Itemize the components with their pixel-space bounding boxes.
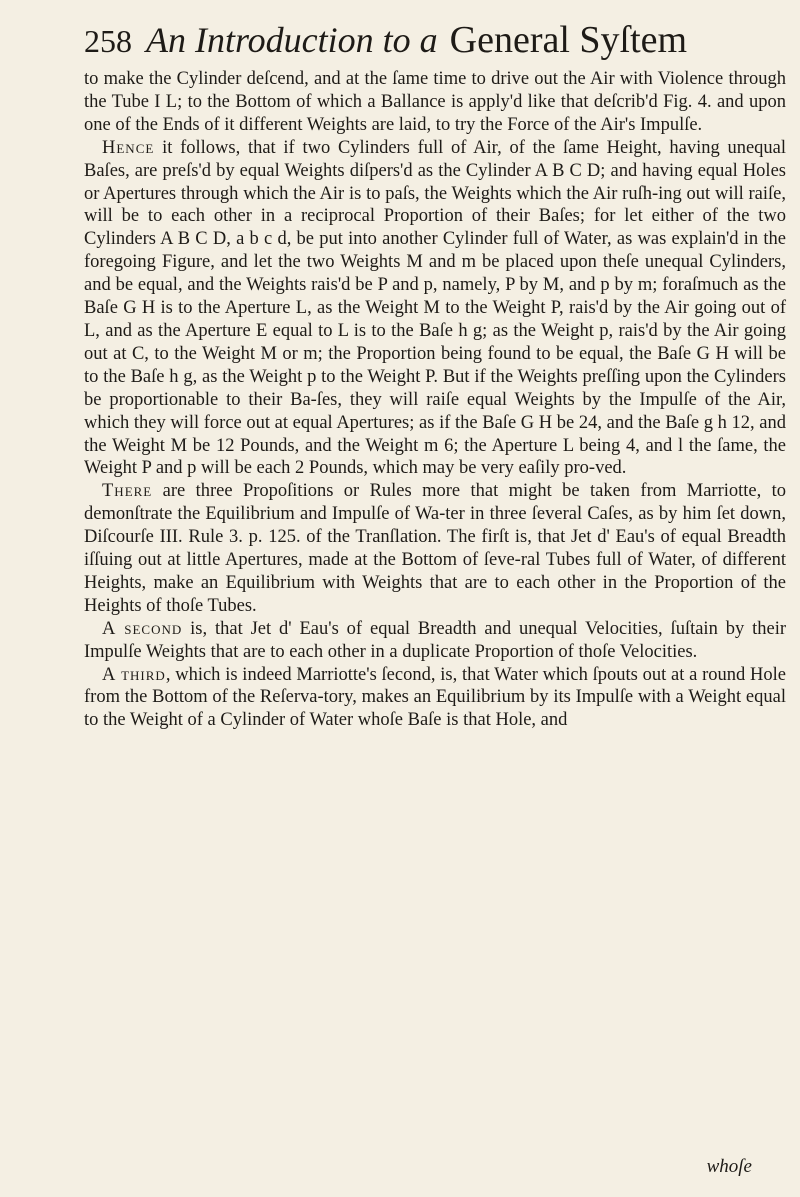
running-title-roman: General Syſtem xyxy=(449,19,688,61)
paragraph-lead: Hence xyxy=(102,137,155,158)
paragraph-text: , which is indeed Marriotte's ſecond, is, that Water which ſpouts out at a round Hole from the Bottom of the Reſerva-tory, makes an Equilibrium by its Impulſe with a Weight equal to the Weight of a Cylinder of Water whoſe Baſe is that Hole, and xyxy=(84,664,786,731)
paragraph-3 xyxy=(84,480,786,617)
paragraph-1 xyxy=(84,68,786,137)
running-title-italic: An Introduction to a xyxy=(146,20,438,60)
paragraph-4 xyxy=(84,618,786,664)
paragraph-text: to make the Cylinder deſcend, and at the ſame time to drive out the Air with Violence through the Tube I L; to the Bottom of which a Ballance is apply'd like that deſcrib'd Fig. 4. and upon one of the Ends of it different Weights are laid, to try the Force of the Air's Impulſe. xyxy=(84,69,786,135)
paragraph-text: it follows, that if two Cylinders full of Air, of the ſame Height, having unequal Baſes, are preſs'd by equal Weights diſpers'd as the Cylinder A B C D; and having equal Holes or Apertures through which the Air is to paſs, the Weights which the Air ruſh-ing out will raiſe, will be to each other in a reciprocal Proportion of their Baſes; for let either of the two Cylinders A B C D, a b c d, be put into another Cylinder full of Water, as was explain'd in the foregoing Figure, and let the two Weights M and m be placed upon theſe unequal Cylinders, and be equal, and the Weights rais'd be P and p, namely, P by M, and p by m; foraſmuch as the Baſe G H is to the Aperture L, as the Weight M to the Weight P, rais'd by the Air going out of L, and as the Aperture E equal to L is to the Baſe h g; as the Weight p, rais'd by the Air going out at C, to the Weight M or m; the Proportion being found to be equal, the Baſe G H will be to the Baſe h g, as the Weight p to the Weight P. But if the Weights preſſing upon the Cylinders be proportionable to their Ba-ſes, they will raiſe equal Weights by the Impulſe of the Air, which they will force out at equal Apertures; as if the Baſe G H be 24, and the Baſe g h 12, and the Weight M be 12 Pounds, and the Weight m 6; the Aperture L being 4, and l the ſame, the Weight P and p will be each 2 Pounds, which may be very eaſily pro-ved. xyxy=(84,137,787,479)
paragraph-text: are three Propoſitions or Rules more that might be taken from Marriotte, to demonſtrate the Equilibrium and Impulſe of Wa-ter in three ſeveral Caſes, as by him ſet down, Diſcourſe III. Rule 3. p. 125. of the Tranſlation. The firſt is, that Jet d' Eau's of equal Breadth iſſuing out at little Apertures, made at the Bottom of ſeve-ral Tubes full of Water, of different Heights, make an Equilibrium with Weights that are to each other in the Proportion of the Heights of thoſe Tubes. xyxy=(84,481,787,616)
page-number: 258 xyxy=(84,23,132,59)
paragraph-lead: A third xyxy=(102,664,166,685)
body-text xyxy=(84,68,786,732)
paragraph-5 xyxy=(84,664,786,733)
paragraph-lead: A second xyxy=(102,618,183,639)
catchword: whoſe xyxy=(706,1156,752,1177)
running-header xyxy=(84,18,784,62)
paragraph-lead: There xyxy=(102,481,153,502)
paragraph-text: is, that Jet d' Eau's of equal Breadth and unequal Velocities, ſuſtain by their Impulſe Weights that are to each other in a duplicate Proportion of thoſe Velocities. xyxy=(84,618,786,662)
paragraph-2 xyxy=(84,137,786,481)
